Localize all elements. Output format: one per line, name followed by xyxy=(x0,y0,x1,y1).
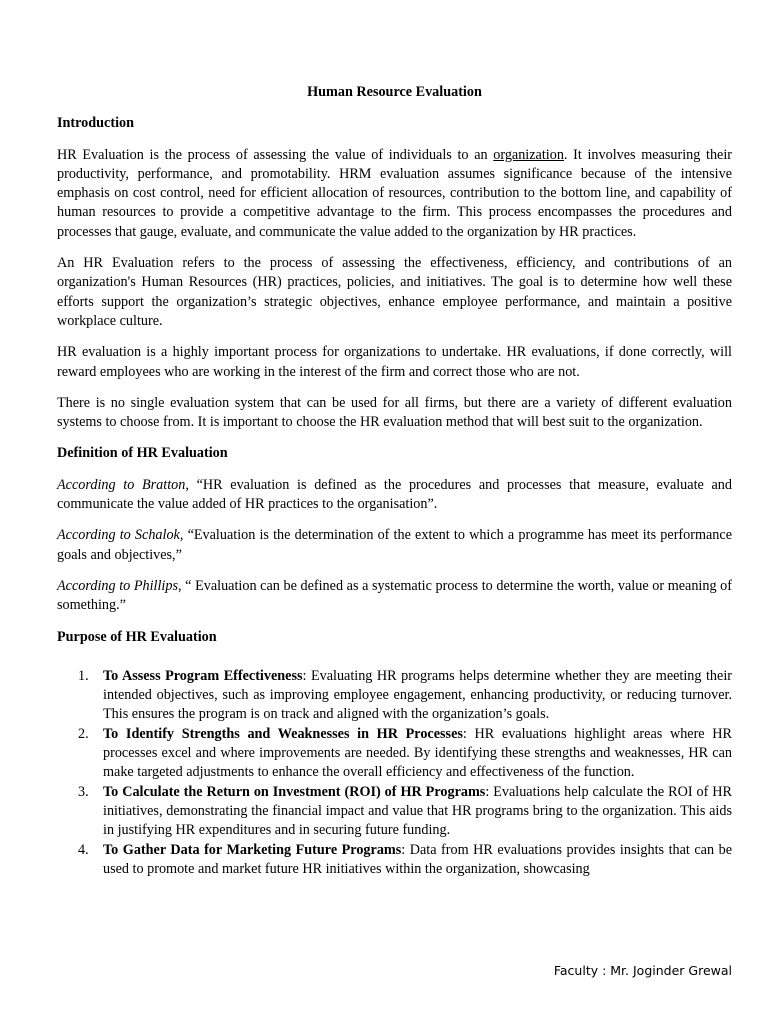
purpose-heading: Purpose of HR Evaluation xyxy=(57,628,217,645)
organization-link[interactable]: organization xyxy=(493,146,564,163)
list-item xyxy=(78,841,732,880)
list-item-number: 3. xyxy=(78,783,89,800)
intro-paragraph-3: HR evaluation is a highly important process for organizations to undertake. HR evaluations, if done correctly, will reward employees who are working in the interest of the firm and correct those who are not. xyxy=(57,344,732,380)
quote-text: , “HR evaluation is defined as the procedures and processes that measure, evaluate and communicate the value added of HR practices to the organisation”. xyxy=(57,476,732,513)
list-item-text: : Evaluations help calculate the ROI of HR initiatives, demonstrating the financial impact and value that HR programs bring to the organization. This aids in justifying HR expenditures and in securing future funding. xyxy=(103,783,732,839)
intro-paragraph-1 xyxy=(57,146,732,242)
definition-heading: Definition of HR Evaluation xyxy=(57,445,228,462)
list-item xyxy=(78,725,732,783)
page-title: Human Resource Evaluation xyxy=(307,84,482,100)
definition-quote-bratton xyxy=(57,476,732,515)
introduction-heading: Introduction xyxy=(57,115,134,132)
page-footer: Faculty : Mr. Joginder Grewal xyxy=(553,963,732,978)
intro-p1-text-before: HR Evaluation is the process of assessing the value of individuals to an xyxy=(57,146,494,163)
intro-paragraph-4: There is no single evaluation system that can be used for all firms, but there are a variety of different evaluation systems to choose from. It is important to choose the HR evaluation method that will best suit to the organization. xyxy=(57,394,732,431)
list-item-title: To Assess Program Effectiveness xyxy=(103,667,303,684)
intro-paragraph-2: An HR Evaluation refers to the process of assessing the effectiveness, efficiency, and contributions of an organization's Human Resources (HR) practices, policies, and initiatives. The goal is to determine how well these efforts support the organization’s strategic objectives, enhance employee performance, and maintain a positive workplace culture. xyxy=(57,255,732,329)
quote-source: According to Bratton xyxy=(57,476,186,493)
definition-quote-schalok xyxy=(57,526,732,565)
purpose-list xyxy=(57,667,732,879)
list-item-text: : Evaluating HR programs helps determine whether they are meeting their intended objectives, such as improving employee engagement, enhancing productivity, or reducing turnover. This ensures the program is on track and aligned with the organization’s goals. xyxy=(103,667,732,723)
list-item-number: 2. xyxy=(78,725,89,742)
document-page xyxy=(57,83,732,879)
list-item xyxy=(78,783,732,841)
quote-text: , “ Evaluation can be defined as a systematic process to determine the worth, value or meaning of something.” xyxy=(57,577,732,614)
quote-source: According to Phillips xyxy=(57,577,178,594)
quote-text: , “Evaluation is the determination of the extent to which a programme has meet its performance goals and objectives,” xyxy=(57,527,732,563)
intro-p1-text-after: . It involves measuring their productivity, performance, and promotability. HRM evaluation assumes significance because of the intensive emphasis on cost control, need for efficient allocation of resources, contribution to the bottom line, and capability of human resources to provide a competitive advantage to the firm. This process encompasses the procedures and processes that gauge, evaluate, and communicate the value added to the organization by HR practices. xyxy=(57,146,733,240)
list-item xyxy=(78,667,732,725)
list-item-number: 4. xyxy=(78,841,89,858)
list-item-text: : Data from HR evaluations provides insights that can be used to promote and market future HR initiatives within the organization, showcasing xyxy=(103,841,732,877)
list-item-title: To Calculate the Return on Investment (ROI) of HR Programs xyxy=(103,783,486,800)
list-item-title: To Gather Data for Marketing Future Programs xyxy=(103,841,402,858)
quote-source: According to Schalok xyxy=(57,527,180,544)
definition-quote-phillips xyxy=(57,577,732,616)
list-item-title: To Identify Strengths and Weaknesses in HR Processes xyxy=(103,725,463,742)
list-item-text: : HR evaluations highlight areas where HR processes excel and where improvements are needed. By identifying these strengths and weaknesses, HR can make targeted adjustments to enhance the overall efficiency and effectiveness of the function. xyxy=(103,725,732,781)
list-item-number: 1. xyxy=(78,667,89,684)
